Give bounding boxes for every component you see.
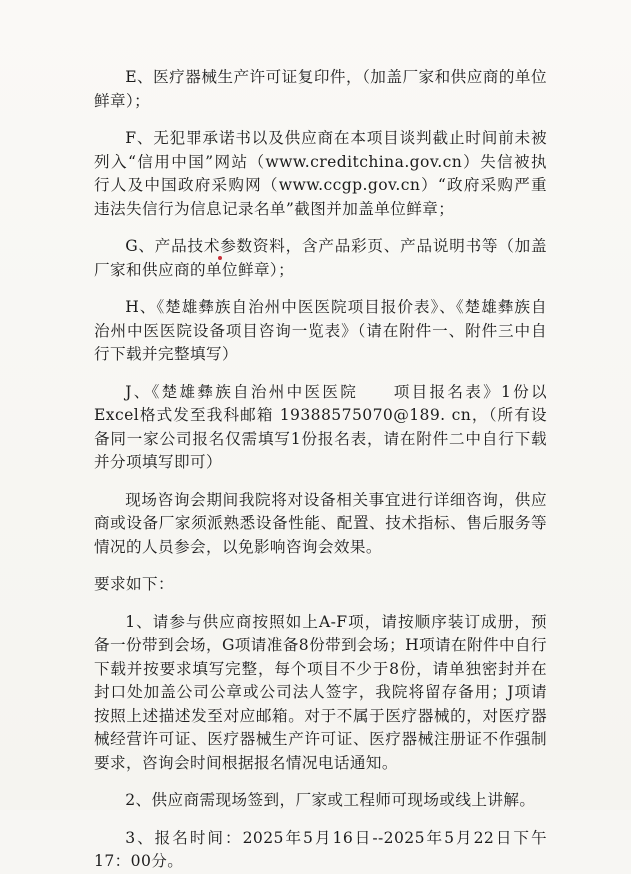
item-g: G、产品技术参数资料，含产品彩页、产品说明书等（加盖厂家和供应商的单位鲜章）； (94, 237, 547, 279)
requirement-1: 1、请参与供应商按照如上A-F项，请按顺序装订成册，预备一份带到会场，G项请准备8份带到会场；H项请在附件中自行下载并按要求填写完整，每个项目不少于8份，请单独密封并在封口处加盖公司公章或公司法人签字，我院将留存备用；J项请按照上述描述发至对应邮箱。对于不属于医疗器械的，对医疗器械经营许可证、医疗器械生产许可证、医疗器械注册证不作强制要求，咨询会时间根据报名情况电话通知。 (94, 612, 548, 772)
item-j: J、《楚雄彝族自治州中医医院 项目报名表》1份以Excel格式发至我科邮箱 19388575070@189. cn，（所有设备同一家公司报名仅需填写1份报名表，请在附件二中自行下载并分项填写即可） (94, 382, 547, 471)
item-h: H、《楚雄彝族自治州中医医院项目报价表》、《楚雄彝族自治州中医医院设备项目咨询一览表》（请在附件一、附件三中自行下载并完整填写） (94, 298, 547, 363)
item-e: E、医疗器械生产许可证复印件，（加盖厂家和供应商的单位鲜章）； (94, 68, 547, 110)
consultation-note: 现场咨询会期间我院将对设备相关事宜进行详细咨询，供应商或设备厂家须派熟悉设备性能、配置、技术指标、售后服务等情况的人员参会，以免影响咨询会效果。 (94, 490, 547, 556)
item-f: F、无犯罪承诺书以及供应商在本项目谈判截止时间前未被列入“信用中国”网站（www.creditchina.gov.cn）失信被执行人及中国政府采购网（www.ccgp.gov.cn）“政府采购严重违法失信行为信息记录名单”截图并加盖单位鲜章； (94, 129, 547, 218)
red-ink-dot (218, 256, 222, 260)
requirement-3: 3、报名时间：2025年5月16日--2025年5月22日下午17：00分。 (94, 828, 547, 870)
requirement-2: 2、供应商需现场签到，厂家或工程师可现场或线上讲解。 (125, 791, 536, 809)
requirements-heading: 要求如下： (94, 575, 174, 593)
